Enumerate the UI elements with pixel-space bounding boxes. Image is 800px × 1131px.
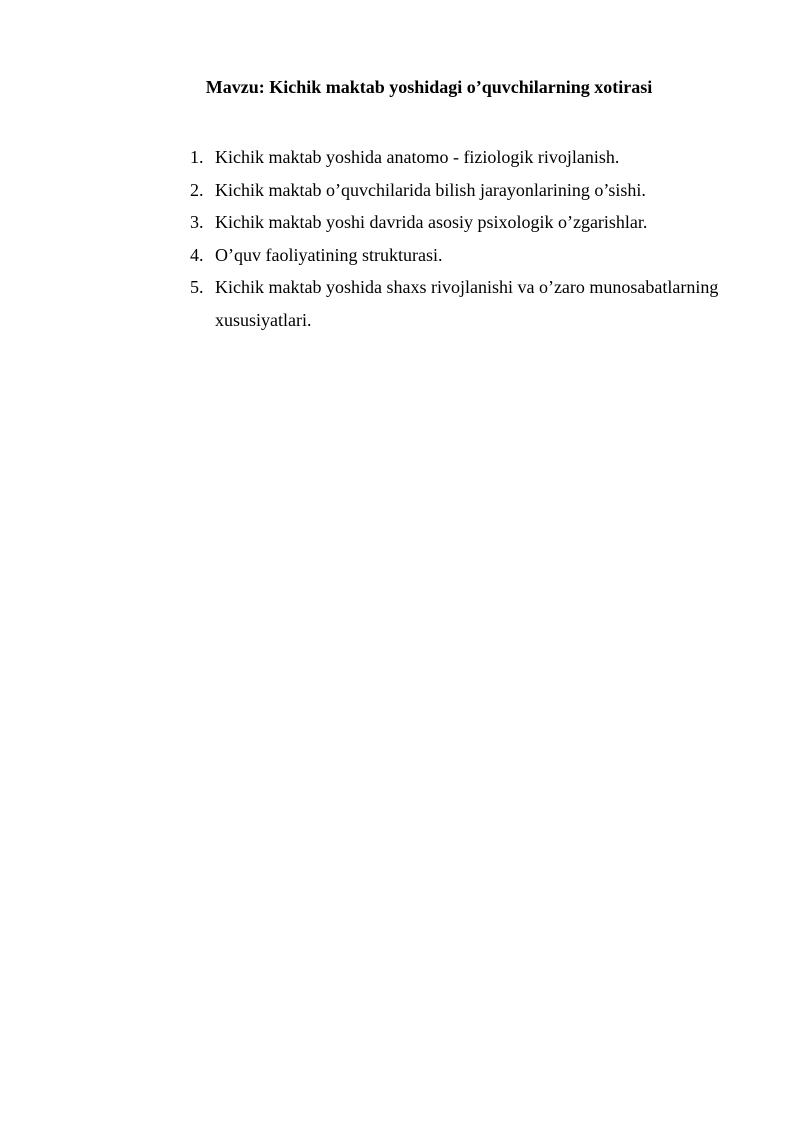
list-item-text: Kichik maktab o’quvchilarida bilish jarayonlarining o’sishi. xyxy=(215,179,646,200)
list-item-text: Kichik maktab yoshida shaxs rivojlanishi va o’zaro munosabatlarning xususiyatlari. xyxy=(215,277,719,330)
list-item xyxy=(190,239,760,272)
list-item-number: 3. xyxy=(190,212,204,232)
list-item-number: 5. xyxy=(190,277,204,297)
list-item xyxy=(190,141,760,174)
topic-list xyxy=(190,141,760,336)
list-item-number: 1. xyxy=(190,147,204,167)
list-item-number: 2. xyxy=(190,179,204,200)
list-item-text: Kichik maktab yoshida anatomo - fiziologik rivojlanish. xyxy=(215,147,620,167)
list-item-text: Kichik maktab yoshi davrida asosiy psixologik o’zgarishlar. xyxy=(215,212,648,232)
list-item-text: O’quv faoliyatining strukturasi. xyxy=(215,244,443,265)
list-item xyxy=(190,174,760,207)
list-item xyxy=(190,206,760,239)
page-title: Mavzu: Kichik maktab yoshidagi o’quvchilarning xotirasi xyxy=(205,77,653,97)
list-item-number: 4. xyxy=(190,244,204,265)
list-item xyxy=(190,271,760,336)
